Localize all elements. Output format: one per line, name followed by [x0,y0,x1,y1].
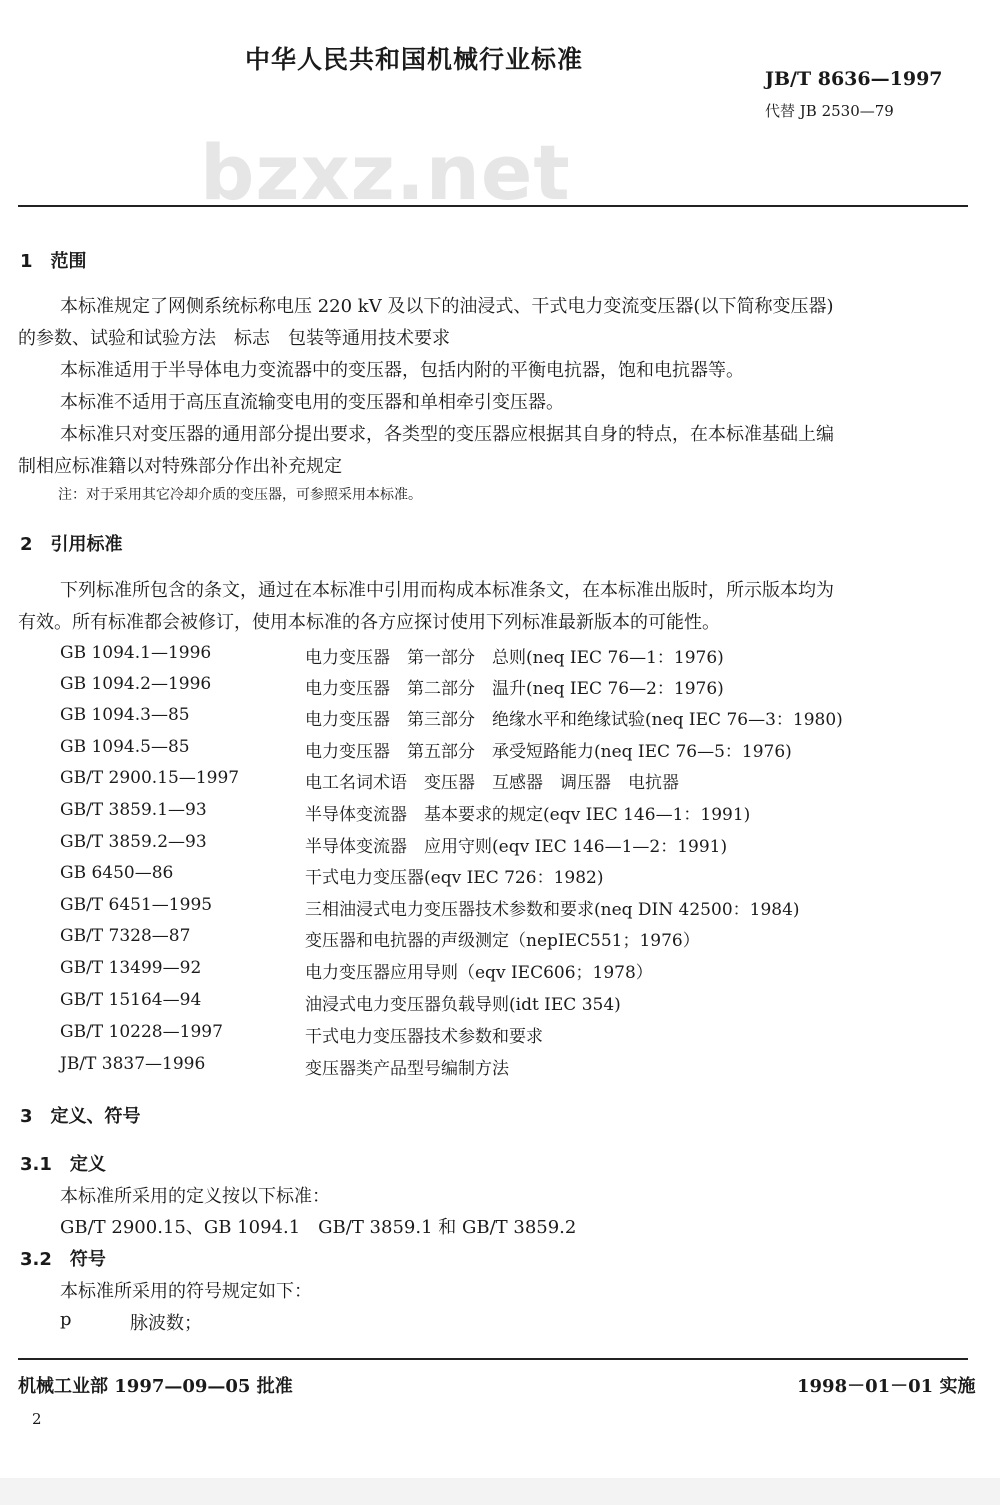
reference-code: GB/T 3859.2—93 [60,832,207,852]
reference-code: GB/T 2900.15—1997 [60,768,240,788]
section-3-1-text: 本标准所采用的定义按以下标准： [60,1186,330,1207]
reference-code: JB/T 3837—1996 [60,1054,206,1074]
document-title: 中华人民共和国机械行业标准 [245,45,584,74]
section-2-heading: 2 引用标准 [20,534,123,555]
reference-code: GB/T 10228—1997 [60,1022,223,1042]
section-1-paragraph-1: 本标准规定了网侧系统标称电压 220 kV 及以下的油浸式、干式电力变流变压器(以下简称变压器) [60,296,834,317]
reference-code: GB/T 6451—1995 [60,895,213,915]
reference-title: 干式电力变压器(eqv IEC 726：1982) [305,868,604,888]
section-2-intro: 下列标准所包含的条文，通过在本标准中引用而构成本标准条文，在本标准出版时，所示版本均为 [60,580,834,601]
section-3-2-text: 本标准所采用的符号规定如下： [60,1281,312,1302]
section-3-1-heading: 3.1 定义 [20,1154,106,1175]
reference-title: 半导体变流器 应用守则(eqv IEC 146—1—2：1991) [305,837,728,857]
symbol-meaning: 脉波数； [130,1313,202,1334]
reference-title: 油浸式电力变压器负载导则(idt IEC 354) [305,995,621,1015]
replaces-standard: 代替 JB 2530—79 [765,102,894,120]
section-1-paragraph-4-cont: 制相应标准籍以对特殊部分作出补充规定 [18,456,342,477]
reference-code: GB 1094.1—1996 [60,643,212,663]
reference-title: 电力变压器 第三部分 绝缘水平和绝缘试验(neq IEC 76—3：1980) [305,710,843,730]
section-1-paragraph-1-cont: 的参数、试验和试验方法 标志 包装等通用技术要求 [18,328,450,349]
section-2-intro-cont: 有效。所有标准都会被修订，使用本标准的各方应探讨使用下列标准最新版本的可能性。 [18,612,720,633]
standard-number: JB/T 8636—1997 [765,68,943,90]
reference-code: GB/T 7328—87 [60,926,191,946]
section-1-paragraph-2: 本标准适用于半导体电力变流器中的变压器，包括内附的平衡电抗器，饱和电抗器等。 [60,360,744,381]
section-1-heading: 1 范围 [20,251,87,272]
reference-title: 半导体变流器 基本要求的规定(eqv IEC 146—1：1991) [305,805,751,825]
header-rule [18,205,968,207]
section-1-note: 注：对于采用其它冷却介质的变压器，可参照采用本标准。 [58,487,422,503]
reference-code: GB 6450—86 [60,863,174,883]
approval-date: 机械工业部 1997—09—05 批准 [18,1376,293,1397]
reference-title: 变压器类产品型号编制方法 [305,1059,509,1079]
reference-title: 电力变压器 第一部分 总则(neq IEC 76—1：1976) [305,648,724,668]
reference-title: 干式电力变压器技术参数和要求 [305,1027,543,1047]
reference-code: GB/T 15164—94 [60,990,202,1010]
reference-title: 变压器和电抗器的声级测定（nepIEC551；1976） [305,931,700,951]
implementation-date: 1998－01－01 实施 [797,1376,976,1397]
reference-title: 电力变压器 第二部分 温升(neq IEC 76—2：1976) [305,679,724,699]
section-3-2-heading: 3.2 符号 [20,1249,106,1270]
reference-code: GB/T 13499—92 [60,958,202,978]
reference-title: 电力变压器 第五部分 承受短路能力(neq IEC 76—5：1976) [305,742,792,762]
reference-title: 电工名词术语 变压器 互感器 调压器 电抗器 [305,773,679,793]
symbol-name: p [60,1309,72,1330]
reference-code: GB 1094.2—1996 [60,674,212,694]
page-number: 2 [32,1410,42,1428]
reference-title: 三相油浸式电力变压器技术参数和要求(neq DIN 42500：1984) [305,900,800,920]
page-bottom-strip [0,1478,1000,1505]
reference-code: GB 1094.3—85 [60,705,190,725]
section-1-paragraph-4: 本标准只对变压器的通用部分提出要求，各类型的变压器应根据其自身的特点，在本标准基础上编 [60,424,834,445]
reference-code: GB/T 3859.1—93 [60,800,207,820]
footer-rule [18,1358,968,1360]
section-1-paragraph-3: 本标准不适用于高压直流输变电用的变压器和单相牵引变压器。 [60,392,564,413]
reference-code: GB 1094.5—85 [60,737,190,757]
reference-title: 电力变压器应用导则（eqv IEC606；1978） [305,963,653,983]
watermark: bzxz.net [200,128,571,217]
section-3-heading: 3 定义、符号 [20,1106,141,1127]
section-3-1-references: GB/T 2900.15、GB 1094.1 GB/T 3859.1 和 GB/T 3859.2 [60,1217,577,1238]
